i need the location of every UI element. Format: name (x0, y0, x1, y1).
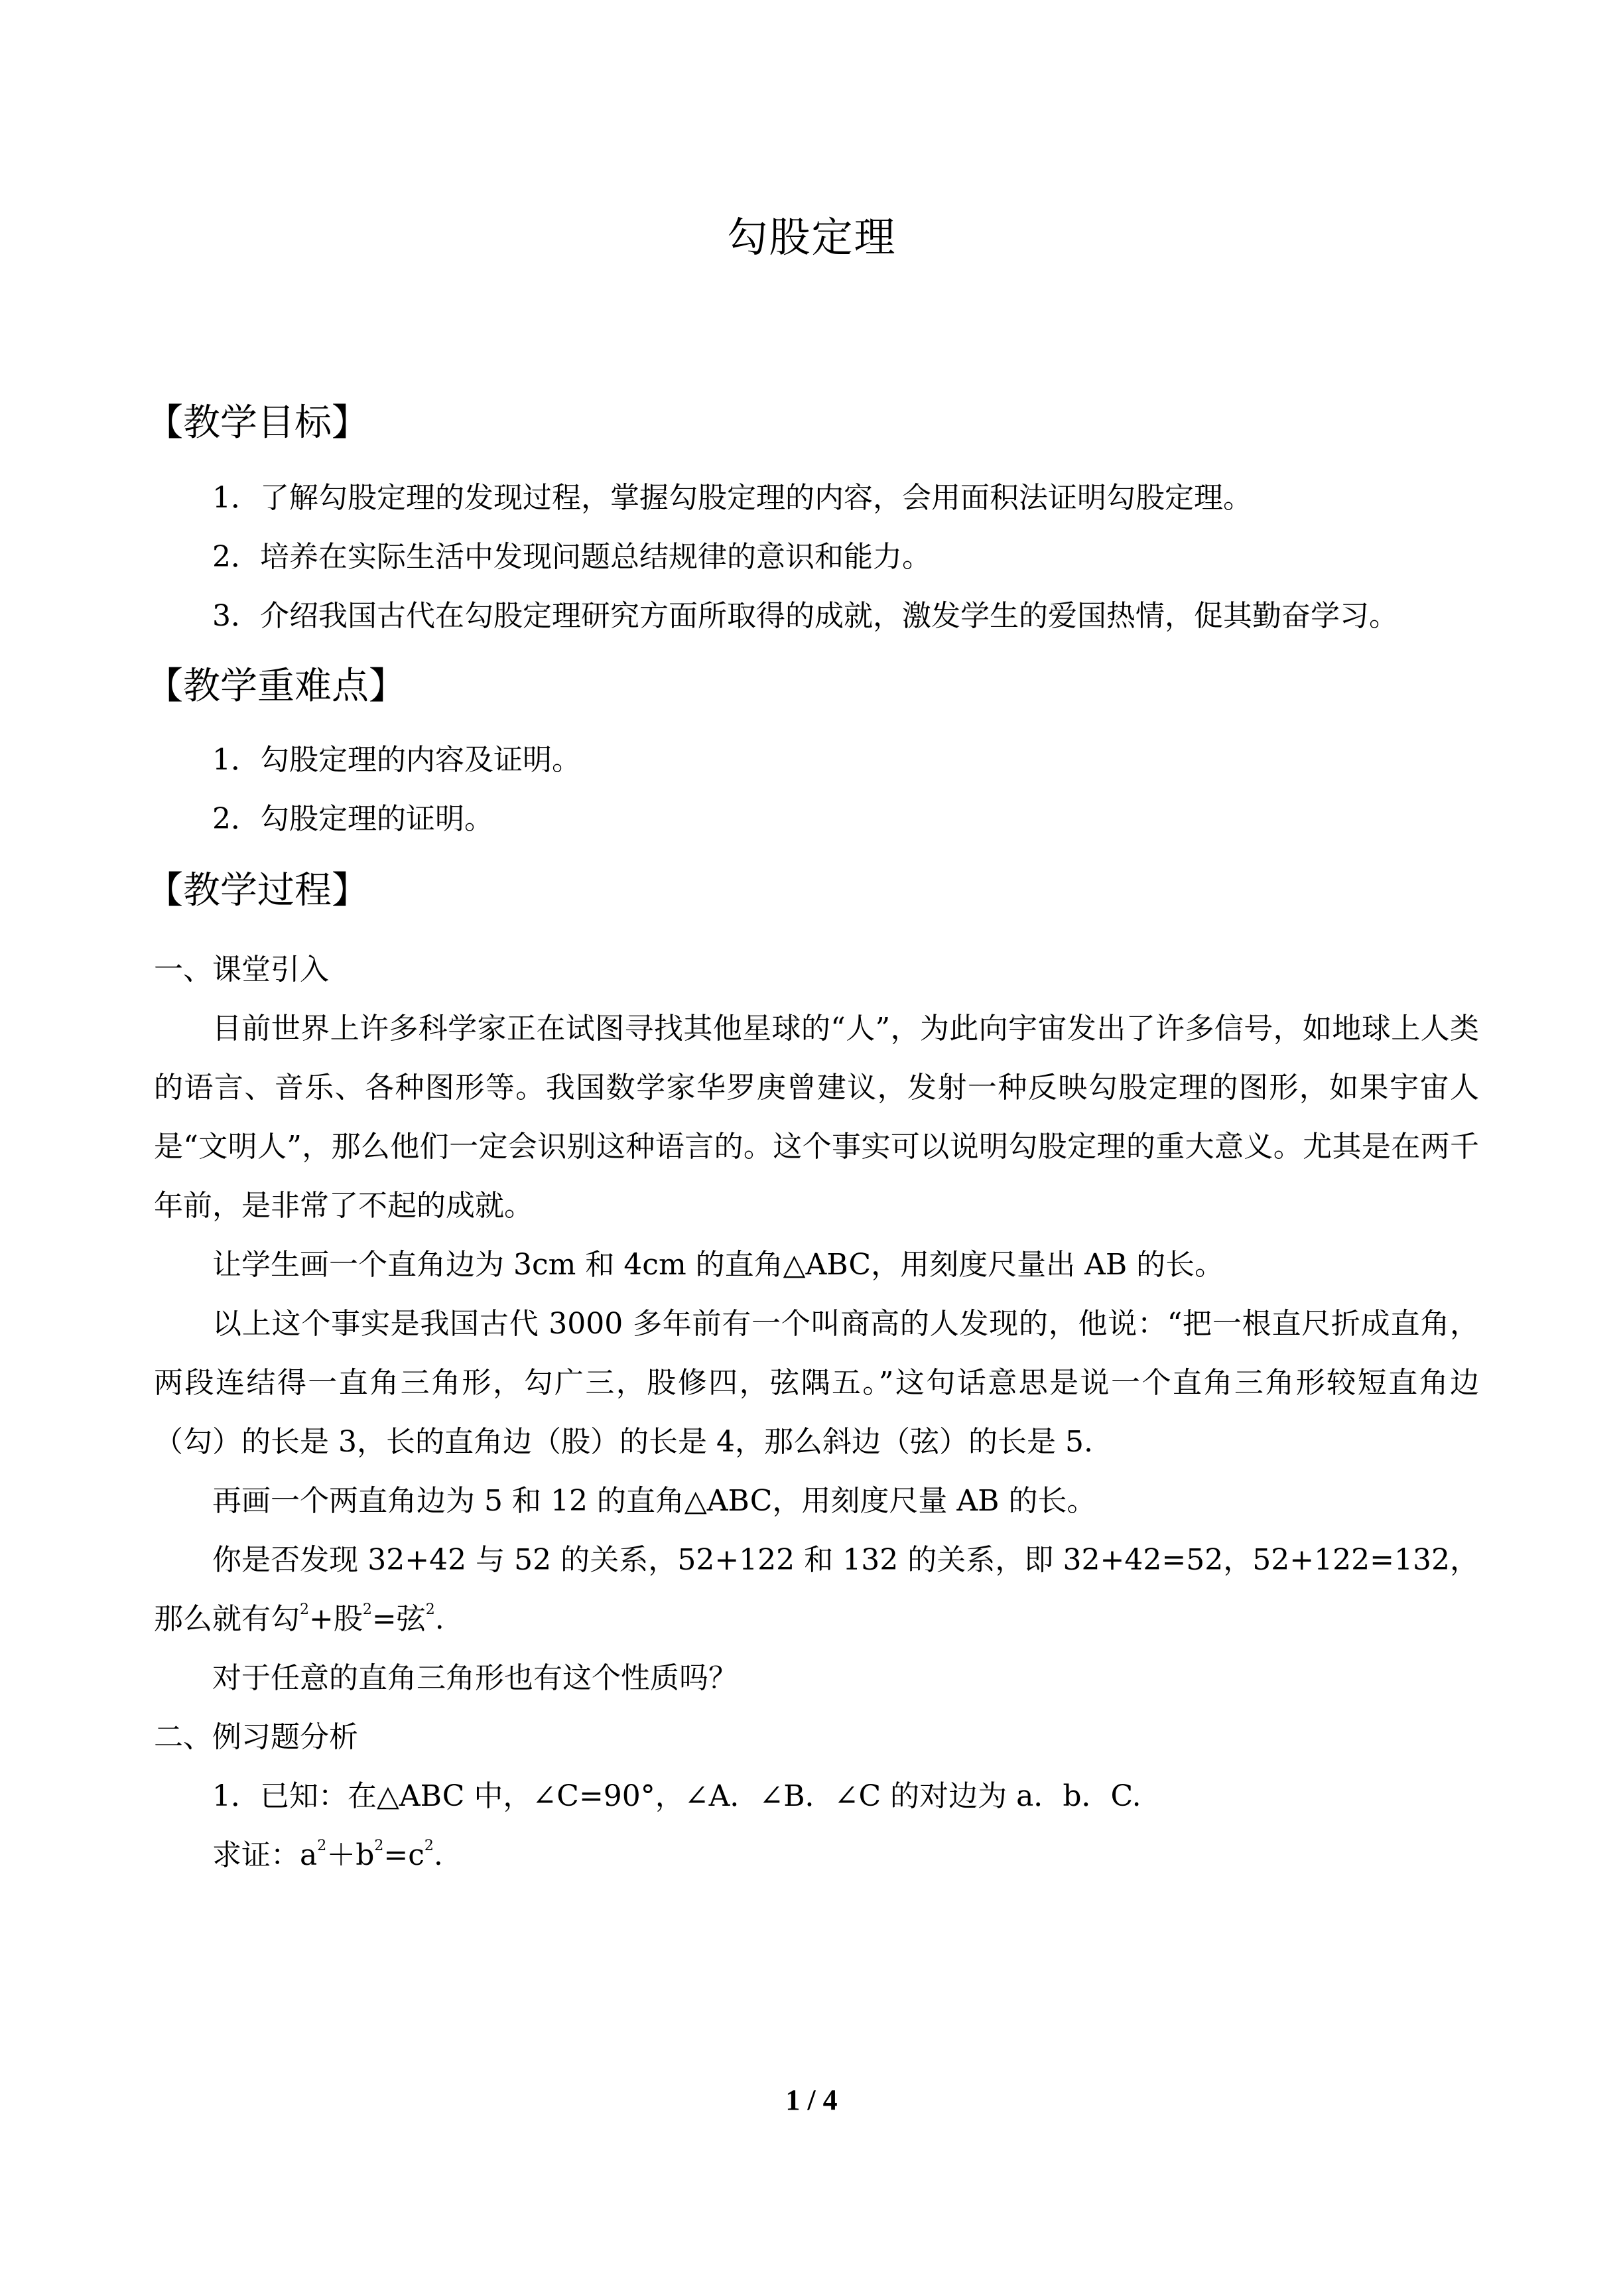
process-heading: 【教学过程】 (146, 869, 369, 912)
document-body (146, 377, 1479, 1885)
exponent: 2 (362, 1601, 372, 1618)
objectives-heading: 【教学目标】 (146, 401, 369, 444)
relation-text: . (434, 1602, 444, 1636)
document-title: 勾股定理 (726, 213, 897, 261)
objective-item: 1．了解勾股定理的发现过程，掌握勾股定理的内容，会用面积法证明勾股定理。 (212, 481, 1252, 515)
question-paragraph: 对于任意的直角三角形也有这个性质吗？ (212, 1661, 738, 1695)
objective-item: 3．介绍我国古代在勾股定理研究方面所取得的成就，激发学生的爱国热情，促其勤奋学习。 (212, 599, 1398, 633)
proof-text: =c (383, 1838, 424, 1872)
section-title-intro: 一、课堂引入 (154, 953, 329, 986)
exponent: 2 (424, 1838, 434, 1854)
proof-text: ＋b (326, 1838, 375, 1872)
proof-statement (154, 1826, 1479, 1885)
key-points-heading: 【教学重难点】 (146, 665, 406, 708)
proof-text: 求证：a (212, 1838, 318, 1872)
relation-text: +股 (309, 1602, 363, 1636)
relation-text: 你是否发现 32+42 与 52 的关系，52+122 和 132 的关系，即 32+42=52，52+122=132，那么就有勾 (154, 1543, 1479, 1636)
relation-text: =弦 (371, 1602, 426, 1636)
section-title-examples: 二、例习题分析 (154, 1720, 358, 1754)
intro-paragraph: 以上这个事实是我国古代 3000 多年前有一个叫商高的人发现的，他说：“把一根直尺折成直角，两段连结得一直角三角形，勾广三，股修四，弦隅五。”这句话意思是说一个直角三角形较短直角边（勾）的长是 3，长的直角边（股）的长是 4，那么斜边（弦）的长是 5. (154, 1307, 1479, 1459)
example-statement: 1．已知：在△ABC 中，∠C=90°，∠A．∠B．∠C 的对边为 a．b．C. (212, 1779, 1141, 1813)
intro-paragraph: 再画一个两直角边为 5 和 12 的直角△ABC，用刻度尺量 AB 的长。 (212, 1484, 1096, 1518)
exponent: 2 (374, 1838, 384, 1854)
exponent: 2 (300, 1601, 309, 1618)
proof-text: . (433, 1838, 443, 1872)
exponent: 2 (425, 1601, 435, 1618)
exponent: 2 (317, 1838, 327, 1854)
objective-item: 2．培养在实际生活中发现问题总结规律的意识和能力。 (212, 540, 931, 574)
relation-paragraph (154, 1530, 1479, 1649)
key-point-item: 1．勾股定理的内容及证明。 (212, 743, 581, 777)
intro-paragraph: 目前世界上许多科学家正在试图寻找其他星球的“人”，为此向宇宙发出了许多信号，如地球上人类的语言、音乐、各种图形等。我国数学家华罗庚曾建议，发射一种反映勾股定理的图形，如果宇宙人是“文明人”，那么他们一定会识别这种语言的。这个事实可以说明勾股定理的重大意义。尤其是在两千年前，是非常了不起的成就。 (154, 1012, 1479, 1223)
intro-paragraph: 让学生画一个直角边为 3cm 和 4cm 的直角△ABC，用刻度尺量出 AB 的长。 (212, 1248, 1224, 1282)
page-number: 1 / 4 (785, 2084, 838, 2116)
key-point-item: 2．勾股定理的证明。 (212, 802, 493, 836)
